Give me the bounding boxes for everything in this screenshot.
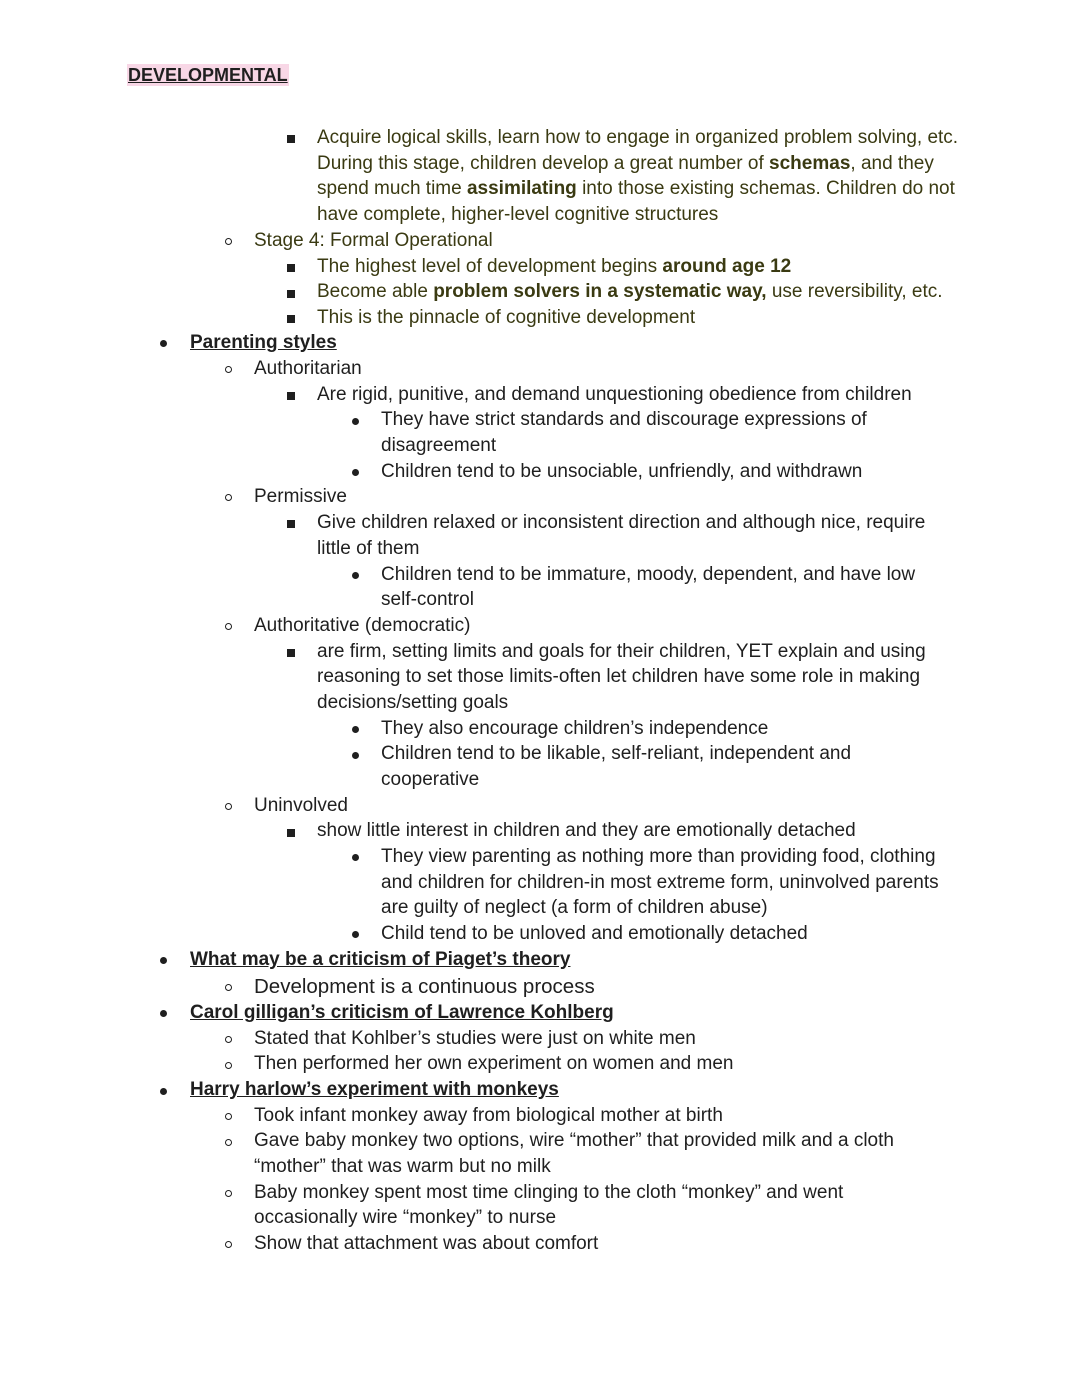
authoritative-b1: They also encourage children’s independence: [381, 718, 769, 739]
square-bullet: [287, 315, 295, 323]
concrete-line-1: Acquire logical skills, learn how to engage in organized problem solving, etc.: [317, 127, 959, 148]
harlow-item-4: Show that attachment was about comfort: [254, 1233, 599, 1254]
uninvolved-b1-l1: They view parenting as nothing more than providing food, clothing: [381, 846, 936, 867]
disc-bullet: [352, 931, 359, 938]
authoritarian-label: Authoritarian: [254, 358, 362, 379]
uninvolved-b1-l2: and children for children-in most extreme form, uninvolved parents: [381, 872, 939, 893]
stage4-item-1: The highest level of development begins around age 12: [317, 256, 792, 277]
concrete-line-4: have complete, higher-level cognitive structures: [317, 204, 719, 225]
square-bullet: [287, 392, 295, 400]
authoritative-b2-l2: cooperative: [381, 769, 480, 790]
authoritative-desc-l2: reasoning to set those limits-often let children have some role in making: [317, 666, 921, 687]
permissive-desc-l2: little of them: [317, 538, 420, 559]
criticism-item: Development is a continuous process: [254, 975, 595, 998]
square-bullet: [287, 135, 295, 143]
harlow-item-2-l2: “mother” that was warm but no milk: [254, 1156, 551, 1177]
square-bullet: [287, 520, 295, 528]
authoritarian-desc: Are rigid, punitive, and demand unquestioning obedience from children: [317, 384, 912, 405]
gilligan-heading: Carol gilligan’s criticism of Lawrence Kohlberg: [190, 1002, 614, 1023]
authoritative-label: Authoritative (democratic): [254, 615, 471, 636]
concrete-line-2: During this stage, children develop a great number of schemas, and they: [317, 153, 934, 174]
uninvolved-label: Uninvolved: [254, 795, 348, 816]
parenting-heading: Parenting styles: [190, 332, 337, 353]
disc-bullet: [352, 469, 359, 476]
harlow-item-3-l2: occasionally wire “monkey” to nurse: [254, 1207, 557, 1228]
disc-bullet: [352, 572, 359, 579]
circle-bullet: [225, 1139, 232, 1146]
circle-bullet: [225, 984, 232, 991]
circle-bullet: [225, 494, 232, 501]
harlow-item-2-l1: Gave baby monkey two options, wire “mother” that provided milk and a cloth: [254, 1130, 894, 1151]
stage4-item-2: Become able problem solvers in a systematic way, use reversibility, etc.: [317, 281, 943, 302]
disc-bullet: [352, 854, 359, 861]
authoritarian-b2: Children tend to be unsociable, unfriendly, and withdrawn: [381, 461, 863, 482]
authoritative-desc-l3: decisions/setting goals: [317, 692, 509, 713]
circle-bullet: [225, 803, 232, 810]
authoritarian-b1-l2: disagreement: [381, 435, 497, 456]
harlow-item-3-l1: Baby monkey spent most time clinging to the cloth “monkey” and went: [254, 1182, 844, 1203]
disc-bullet: [160, 957, 167, 964]
circle-bullet: [225, 623, 232, 630]
permissive-b1-l2: self-control: [381, 589, 474, 610]
criticism-heading: What may be a criticism of Piaget’s theory: [190, 949, 571, 970]
disc-bullet: [160, 1088, 167, 1095]
square-bullet: [287, 264, 295, 272]
authoritative-b2-l1: Children tend to be likable, self-reliant, independent and: [381, 743, 852, 764]
stage4-title: Stage 4: Formal Operational: [254, 230, 493, 251]
disc-bullet: [160, 340, 167, 347]
permissive-desc-l1: Give children relaxed or inconsistent direction and although nice, require: [317, 512, 926, 533]
permissive-b1-l1: Children tend to be immature, moody, dependent, and have low: [381, 564, 916, 585]
circle-bullet: [225, 1113, 232, 1120]
gilligan-item-1: Stated that Kohlber’s studies were just on white men: [254, 1028, 696, 1049]
circle-bullet: [225, 238, 232, 245]
harlow-item-1: Took infant monkey away from biological mother at birth: [254, 1105, 723, 1126]
square-bullet: [287, 829, 295, 837]
circle-bullet: [225, 1036, 232, 1043]
authoritarian-b1-l1: They have strict standards and discourage expressions of: [381, 409, 867, 430]
disc-bullet: [160, 1010, 167, 1017]
page-title: DEVELOPMENTAL: [128, 65, 288, 85]
permissive-label: Permissive: [254, 486, 347, 507]
uninvolved-b2: Child tend to be unloved and emotionally detached: [381, 923, 808, 944]
circle-bullet: [225, 1241, 232, 1248]
disc-bullet: [352, 726, 359, 733]
uninvolved-b1-l3: are guilty of neglect (a form of children abuse): [381, 897, 768, 918]
stage4-item-3: This is the pinnacle of cognitive development: [317, 307, 696, 328]
concrete-line-3: spend much time assimilating into those existing schemas. Children do not: [317, 178, 955, 199]
circle-bullet: [225, 366, 232, 373]
disc-bullet: [352, 418, 359, 425]
authoritative-desc-l1: are firm, setting limits and goals for their children, YET explain and using: [317, 641, 926, 662]
square-bullet: [287, 649, 295, 657]
uninvolved-desc: show little interest in children and they are emotionally detached: [317, 820, 856, 841]
circle-bullet: [225, 1062, 232, 1069]
disc-bullet: [352, 752, 359, 759]
square-bullet: [287, 290, 295, 298]
circle-bullet: [225, 1190, 232, 1197]
gilligan-item-2: Then performed her own experiment on women and men: [254, 1053, 734, 1074]
harlow-heading: Harry harlow’s experiment with monkeys: [190, 1079, 559, 1100]
